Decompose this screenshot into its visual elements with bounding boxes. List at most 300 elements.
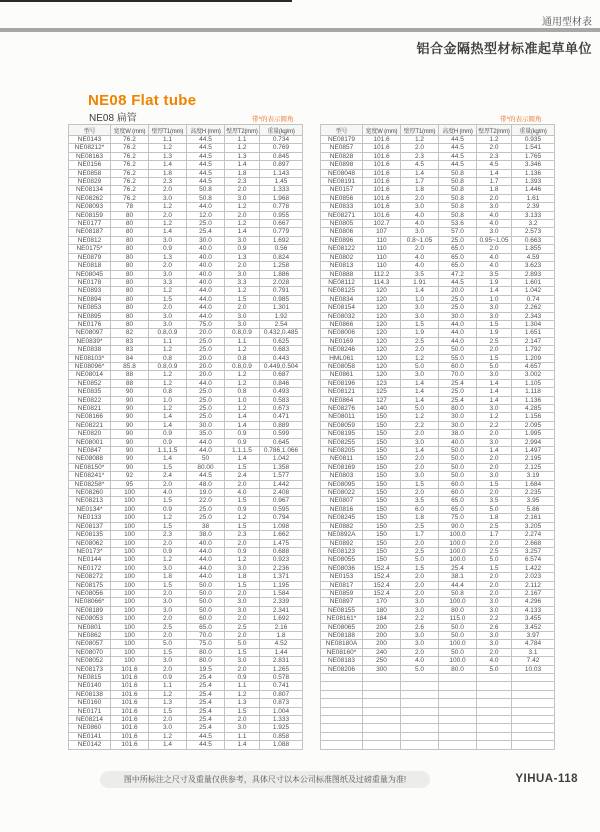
table-cell: NE08048 [321, 169, 363, 177]
table-cell: NE08122 [321, 245, 363, 253]
table-cell: 152.4 [363, 589, 401, 597]
table-cell: 0.846 [260, 379, 303, 387]
table-cell: 1.2 [149, 287, 187, 295]
table-cell: 44.5 [187, 161, 225, 169]
table-cell: 3.0 [477, 405, 512, 413]
table-cell: 1.8 [401, 514, 439, 522]
table-cell: 1.662 [260, 531, 303, 539]
table-cell [321, 732, 363, 740]
table-cell: 3.0 [225, 194, 260, 202]
table-cell: 2.573 [512, 228, 555, 236]
table-cell: NE0857 [321, 144, 363, 152]
table-cell: 0.923 [260, 556, 303, 564]
header-thick-rule [0, 28, 600, 32]
table-cell: 2.2 [477, 421, 512, 429]
table-cell: 1.925 [260, 724, 303, 732]
table-cell: 44.0 [439, 337, 477, 345]
table-row [69, 699, 303, 707]
table-cell: 90 [111, 455, 149, 463]
table-cell: NE0896 [321, 236, 363, 244]
table-row [69, 236, 303, 244]
table-cell: 48.0 [187, 480, 225, 488]
table-row [69, 186, 303, 194]
table-row [321, 245, 555, 253]
table-cell: 4.5 [401, 161, 439, 169]
table-cell [512, 715, 555, 723]
table-cell: 3.452 [512, 623, 555, 631]
table-cell: 3.2 [512, 220, 555, 228]
table-cell: 44.5 [439, 152, 477, 160]
table-cell: 5.0 [149, 640, 187, 648]
table-cell: NE08032 [321, 312, 363, 320]
table-cell: 1.4 [149, 421, 187, 429]
table-cell: 50.8 [439, 589, 477, 597]
table-row [69, 337, 303, 345]
table-row [69, 589, 303, 597]
table-row [321, 169, 555, 177]
table-cell: 100 [111, 489, 149, 497]
table-cell: 44.0 [187, 312, 225, 320]
table-row [69, 447, 303, 455]
table-row [69, 245, 303, 253]
table-cell: 101.6 [363, 203, 401, 211]
table-cell: 150 [363, 539, 401, 547]
table-cell: 4.296 [512, 598, 555, 606]
table-cell: 53.6 [439, 220, 477, 228]
table-cell: 100 [111, 522, 149, 530]
table-cell: 1.5 [225, 463, 260, 471]
table-cell: 1.4 [225, 455, 260, 463]
table-row [69, 203, 303, 211]
table-cell [477, 715, 512, 723]
table-cell: NE0156 [69, 161, 111, 169]
table-cell: NE0144 [69, 556, 111, 564]
table-row [321, 724, 555, 732]
table-cell: 76.2 [111, 178, 149, 186]
table-cell: 4.59 [512, 253, 555, 261]
table-cell: 200 [363, 623, 401, 631]
table-cell: 1.5 [149, 707, 187, 715]
table-cell: NE0862 [69, 631, 111, 639]
table-cell: 200 [363, 640, 401, 648]
table-cell: 25.0 [439, 295, 477, 303]
table-cell: 0.432,0.485 [260, 329, 303, 337]
table-cell [401, 707, 439, 715]
table-cell: 250 [363, 657, 401, 665]
table-cell: 1.446 [512, 186, 555, 194]
table-row [69, 405, 303, 413]
table-cell: 1.692 [260, 615, 303, 623]
table-row [321, 354, 555, 362]
table-row [69, 631, 303, 639]
table-cell: 120 [363, 371, 401, 379]
table-cell: 2.0 [149, 589, 187, 597]
table-cell: NE0173* [69, 547, 111, 555]
table-cell: 150 [363, 413, 401, 421]
table-cell: NE0839* [69, 337, 111, 345]
table-cell: 1.088 [260, 741, 303, 749]
table-cell: 1.301 [260, 304, 303, 312]
table-cell: NE0894 [69, 295, 111, 303]
table-row [69, 287, 303, 295]
table-cell: 5.86 [512, 505, 555, 513]
table-cell: 3.0 [225, 320, 260, 328]
table-cell: 0.889 [260, 421, 303, 429]
table-cell: 55.0 [439, 354, 477, 362]
table-cell: 120 [363, 312, 401, 320]
table-row [69, 682, 303, 690]
table-row [69, 169, 303, 177]
table-cell: 1.4 [149, 741, 187, 749]
table-row [321, 648, 555, 656]
table-cell: 1.156 [512, 413, 555, 421]
table-cell: 30.0 [187, 421, 225, 429]
table-cell: NE0853 [69, 304, 111, 312]
table-row [69, 329, 303, 337]
table-cell: 240 [363, 648, 401, 656]
table-cell: 0.9 [149, 547, 187, 555]
table-row [69, 295, 303, 303]
table-cell: 2.4 [149, 472, 187, 480]
table-cell: 76.2 [111, 136, 149, 144]
table-cell: 3.205 [512, 522, 555, 530]
table-cell: 22.0 [187, 497, 225, 505]
table-cell: 38 [187, 522, 225, 530]
table-cell: NE08276 [321, 405, 363, 413]
table-cell: 1.3 [225, 253, 260, 261]
table-cell: 0.578 [260, 674, 303, 682]
table-cell: 60.0 [187, 615, 225, 623]
section-title-en: NE08 Flat tube [88, 92, 197, 109]
table-cell: 1.5 [225, 295, 260, 303]
table-cell: NE08160* [321, 648, 363, 656]
table-cell: 4.0 [401, 253, 439, 261]
table-cell: 1.2 [477, 413, 512, 421]
table-cell: 150 [363, 480, 401, 488]
table-cell: 2.0 [401, 489, 439, 497]
table-cell: 80 [111, 270, 149, 278]
table-cell: 0.688 [260, 547, 303, 555]
table-cell: NE08135 [69, 531, 111, 539]
table-row [69, 657, 303, 665]
table-cell: 80 [111, 278, 149, 286]
table-row [321, 497, 555, 505]
table-cell: 35.0 [187, 430, 225, 438]
table-cell: 65.0 [439, 245, 477, 253]
table-cell: 76.2 [111, 194, 149, 202]
table-cell: NE0859 [321, 589, 363, 597]
table-cell: 2.0 [401, 430, 439, 438]
table-cell: 101.6 [363, 152, 401, 160]
table-cell: 38.0 [439, 430, 477, 438]
table-cell: 44.5 [439, 278, 477, 286]
table-cell: NE08123 [321, 547, 363, 555]
table-cell: 1.3 [149, 699, 187, 707]
table-cell [321, 699, 363, 707]
table-cell: 1.118 [512, 388, 555, 396]
table-cell [321, 690, 363, 698]
table-cell: 2.0 [225, 665, 260, 673]
table-cell: 3.0 [401, 371, 439, 379]
table-cell: 25.0 [187, 346, 225, 354]
table-cell: 3.0 [149, 606, 187, 614]
table-cell: NE0879 [69, 253, 111, 261]
table-row [321, 615, 555, 623]
table-cell: 101.6 [111, 707, 149, 715]
table-cell: 0.645 [260, 438, 303, 446]
table-row [321, 413, 555, 421]
table-cell: 1.5 [477, 320, 512, 328]
table-cell: 1.5 [149, 497, 187, 505]
table-cell [363, 699, 401, 707]
table-cell: 2.3 [149, 178, 187, 186]
table-cell: 60.0 [439, 362, 477, 370]
table-row [321, 388, 555, 396]
table-cell: 2.0 [477, 430, 512, 438]
table-cell: 80 [111, 245, 149, 253]
table-cell: NE0811 [321, 455, 363, 463]
table-cell: 2.0 [225, 589, 260, 597]
table-row [321, 136, 555, 144]
table-cell: 80.0 [439, 606, 477, 614]
table-cell: 80 [111, 262, 149, 270]
table-cell: 3.0 [225, 270, 260, 278]
table-row [69, 362, 303, 370]
table-cell: NE0176 [69, 320, 111, 328]
table-cell: 3.0 [401, 606, 439, 614]
table-cell: NE08059 [321, 421, 363, 429]
table-cell: 5.0 [477, 665, 512, 673]
table-cell: 1.8 [225, 573, 260, 581]
table-row [321, 161, 555, 169]
table-cell: NE08022 [321, 489, 363, 497]
table-row [321, 657, 555, 665]
table-cell: 1.4 [401, 388, 439, 396]
table-row [69, 253, 303, 261]
table-cell: 140 [363, 405, 401, 413]
table-cell: 2.236 [260, 564, 303, 572]
table-cell: 2.2 [401, 421, 439, 429]
table-cell: 0.985 [260, 295, 303, 303]
table-cell: 100.0 [439, 657, 477, 665]
table-cell [401, 741, 439, 749]
table-cell: 300 [363, 665, 401, 673]
table-cell: 2.0 [401, 346, 439, 354]
table-cell: 1.5 [401, 320, 439, 328]
table-cell: 50.8 [439, 186, 477, 194]
table-cell: 3.0 [401, 228, 439, 236]
table-cell: NE08103* [69, 354, 111, 362]
table-cell [439, 724, 477, 732]
table-row [321, 295, 555, 303]
table-row [321, 262, 555, 270]
table-cell: NE08213 [69, 497, 111, 505]
table-cell: 150 [363, 472, 401, 480]
table-cell: 4.0 [401, 220, 439, 228]
column-header: 重量(kg/m) [260, 125, 303, 136]
table-cell: 1.0 [477, 295, 512, 303]
table-cell: 1.45 [260, 178, 303, 186]
table-cell: 1.4 [477, 447, 512, 455]
table-cell: NE08096* [69, 362, 111, 370]
table-row [321, 312, 555, 320]
table-cell: NE08055 [321, 556, 363, 564]
table-cell: 0.9 [149, 438, 187, 446]
table-cell: 76.2 [111, 144, 149, 152]
table-cell: NE08053 [69, 615, 111, 623]
table-row [321, 194, 555, 202]
table-row [69, 421, 303, 429]
table-cell: NE08166 [69, 413, 111, 421]
table-cell [363, 724, 401, 732]
table-cell: 40.0 [187, 539, 225, 547]
table-cell: NE0169 [321, 337, 363, 345]
table-cell: 25.4 [187, 699, 225, 707]
table-cell [512, 690, 555, 698]
table-cell: 57.0 [439, 228, 477, 236]
table-cell: 1.61 [512, 194, 555, 202]
table-cell: 4.0 [477, 262, 512, 270]
table-cell [439, 707, 477, 715]
table-cell: NE0816 [321, 505, 363, 513]
table-row [69, 556, 303, 564]
table-cell: 3.0 [225, 564, 260, 572]
table-cell: 2.0 [401, 455, 439, 463]
table-cell: 101.6 [363, 136, 401, 144]
table-cell: NE08188 [321, 631, 363, 639]
table-cell [321, 715, 363, 723]
table-cell: 0.8,0.9 [149, 362, 187, 370]
table-cell: NE08260 [69, 489, 111, 497]
table-cell: 2.167 [512, 589, 555, 597]
table-cell: 65.0 [439, 262, 477, 270]
column-header: 高度H (mm) [187, 125, 225, 136]
table-cell: 1.4 [149, 161, 187, 169]
table-cell: 150 [363, 447, 401, 455]
table-cell: NE08258* [69, 480, 111, 488]
table-cell: NE08175 [69, 581, 111, 589]
table-cell: 4.52 [260, 640, 303, 648]
table-row [321, 379, 555, 387]
table-cell: 3.0 [477, 312, 512, 320]
table-row [69, 262, 303, 270]
table-cell: 3.0 [149, 236, 187, 244]
table-cell: 2.0 [477, 581, 512, 589]
table-row [69, 228, 303, 236]
table-cell: 100 [111, 556, 149, 564]
table-cell: 100.0 [439, 539, 477, 547]
table-cell: 76.2 [111, 186, 149, 194]
table-cell: 50.8 [439, 211, 477, 219]
table-cell: 150 [363, 489, 401, 497]
table-cell: 1.1 [149, 337, 187, 345]
table-cell: NE0852 [69, 379, 111, 387]
table-cell: NE0829 [69, 178, 111, 186]
table-cell: 1.2 [149, 732, 187, 740]
table-cell: NE08095 [321, 480, 363, 488]
table-cell: 2.0 [149, 186, 187, 194]
table-cell: 3.0 [149, 320, 187, 328]
table-cell: NE0134* [69, 505, 111, 513]
table-cell: 1.442 [260, 480, 303, 488]
table-cell: 3.0 [225, 236, 260, 244]
table-cell: 1.765 [512, 152, 555, 160]
table-cell: 0.449,0.504 [260, 362, 303, 370]
table-cell: 0.935 [512, 136, 555, 144]
table-cell: 2.0 [225, 186, 260, 194]
table-cell: 5.0 [477, 556, 512, 564]
table-cell: NE0812 [69, 236, 111, 244]
table-cell: 0.663 [512, 236, 555, 244]
table-cell: 0.873 [260, 699, 303, 707]
table-cell: 1.195 [260, 581, 303, 589]
table-cell: 2.0 [477, 245, 512, 253]
table-cell: 3.0 [149, 657, 187, 665]
table-cell: 1.5 [225, 522, 260, 530]
table-cell: 50.8 [439, 203, 477, 211]
table-cell [512, 741, 555, 749]
table-cell: 2.0 [225, 631, 260, 639]
table-cell: 44.5 [187, 472, 225, 480]
table-cell: 30.0 [187, 236, 225, 244]
table-cell: 1.886 [260, 270, 303, 278]
table-cell: 90 [111, 388, 149, 396]
table-cell: NE0806 [321, 228, 363, 236]
table-cell [363, 741, 401, 749]
table-cell: 12.0 [187, 211, 225, 219]
table-cell: 5.0 [225, 640, 260, 648]
table-cell: 5.0 [477, 505, 512, 513]
table-row [321, 270, 555, 278]
table-cell: 0.74 [512, 295, 555, 303]
table-cell: 4.0 [401, 262, 439, 270]
table-cell: 120 [363, 354, 401, 362]
table-cell: 2.0 [225, 304, 260, 312]
table-cell: 25.0 [439, 236, 477, 244]
table-cell: 150 [363, 514, 401, 522]
table-row [321, 329, 555, 337]
table-cell: 78 [111, 203, 149, 211]
table-cell: 2.0 [477, 463, 512, 471]
table-cell: NE0140 [69, 682, 111, 690]
table-cell: 2.0 [477, 573, 512, 581]
table-cell: 150 [363, 463, 401, 471]
table-cell: 2.0 [477, 648, 512, 656]
table-cell: 0.897 [260, 161, 303, 169]
table-cell: 1.995 [512, 430, 555, 438]
table-cell: 100 [111, 657, 149, 665]
table-cell: 1.2 [401, 136, 439, 144]
table-row [321, 480, 555, 488]
table-header-row [321, 125, 555, 136]
table-cell [439, 690, 477, 698]
table-cell: 4.657 [512, 362, 555, 370]
table-cell: NE08036 [321, 564, 363, 572]
table-cell: 88 [111, 371, 149, 379]
table-cell: 50.0 [439, 648, 477, 656]
table-cell: 44.0 [187, 287, 225, 295]
table-cell: 0.9 [149, 430, 187, 438]
table-cell: 1.5 [149, 581, 187, 589]
table-row [69, 505, 303, 513]
table-cell: NE0801 [69, 623, 111, 631]
table-cell: 75.0 [439, 514, 477, 522]
table-cell: 1.1,1.5 [149, 447, 187, 455]
table-cell: 3.5 [401, 270, 439, 278]
table-row [321, 178, 555, 186]
table-cell [477, 674, 512, 682]
table-cell: 80.00 [187, 463, 225, 471]
